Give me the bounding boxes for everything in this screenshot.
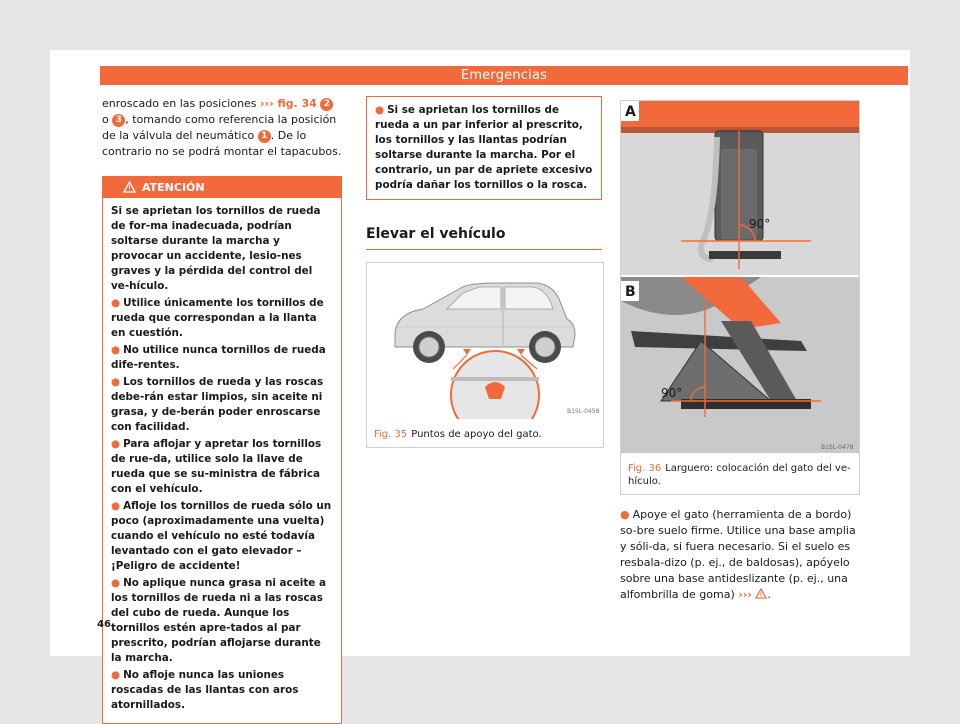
page-number: 46 (97, 619, 111, 630)
position-marker-3: 3 (112, 114, 125, 127)
figure-35 (366, 262, 604, 448)
warning-box (102, 176, 342, 724)
figure-code: B1SL-0458 (567, 408, 600, 415)
warning-item: ● Afloje los tornillos de rueda sólo un poco (aproximadamente una vuelta) cuando el vehículo no esté todavía levantado con el gato elevador – ¡Peligro de accidente! (111, 500, 332, 572)
panel-label-a: A (625, 104, 636, 120)
figure-number: Fig. 36 (628, 463, 662, 474)
warning-item: ● No afloje nunca las uniones roscadas de las llantas con aros atornillados. (111, 669, 299, 711)
warning-item: ● No utilice nunca tornillos de rueda dife-rentes. (111, 344, 326, 371)
manual-page (50, 50, 910, 711)
car-side-illustration (367, 263, 603, 419)
figure-code: B1SL-0478 (821, 444, 854, 451)
figure-caption: Fig. 35 Puntos de apoyo del gato. (374, 429, 542, 440)
warning-triangle-icon (123, 181, 136, 193)
bullet-icon: ● (111, 577, 121, 589)
angle-label-b: 90° (661, 386, 683, 400)
position-marker-2: 2 (320, 98, 333, 111)
position-marker-1: 1 (258, 130, 271, 143)
panel-label-b: B (625, 284, 636, 300)
section-title: Elevar el vehículo (366, 226, 602, 250)
warning-title-bar (103, 177, 341, 198)
figure-36 (620, 100, 860, 495)
bullet-icon: ● (111, 669, 121, 681)
angle-label-a: 90° (749, 217, 771, 231)
bullet-icon: ● (111, 500, 121, 512)
bullet-icon: ● (111, 297, 121, 309)
warning-triangle-icon (755, 588, 767, 599)
jack-instructions: ● Apoye el gato (herramienta de a bordo) so-bre suelo firme. Utilice una base amplia y sóli-da, si fuera necesario. Si el suelo es resbala-dizo (p. ej., de baldosas), apóyelo sobre una base antideslizante (p. ej., una alfombrilla de goma) ››› . (620, 508, 856, 601)
warning-lead: Si se aprietan los tornillos de rueda de for-ma inadecuada, podrían soltarse durante la marcha y provocar un accidente, lesio-nes graves y la pérdida del control del ve-hículo. (111, 205, 321, 292)
bullet-icon: ● (111, 344, 121, 356)
warning-item: ● No aplique nunca grasa ni aceite a los tornillos de rueda ni a las roscas del cubo de rueda. Aunque los tornillos estén apre-tados al par prescrito, podrían aflojarse durante la marcha. (111, 577, 326, 664)
warning-item: ● Para aflojar y apretar los tornillos de rue-da, utilice solo la llave de rueda que se su-ministra de fábrica con el vehículo. (111, 438, 322, 495)
column-middle (366, 96, 602, 448)
bullet-icon: ● (375, 104, 385, 116)
warning-item: ● Utilice únicamente los tornillos de rueda que correspondan a la llanta en cuestión. (111, 297, 324, 339)
warning-note-box: ● Si se aprietan los tornillos de rueda a un par inferior al prescrito, los tornillos y las llantas podrían soltarse durante la marcha. Por el contrario, un par de apriete excesivo podría dañar los tornillos o la rosca. (366, 96, 602, 200)
section-header: Emergencias (100, 66, 908, 85)
warning-content (103, 198, 341, 723)
jack-placement-illustration (621, 101, 859, 453)
warning-ref-link[interactable]: ››› (738, 588, 752, 601)
bullet-icon: ● (111, 438, 121, 450)
column-right (620, 100, 858, 603)
bullet-icon: ● (111, 376, 121, 388)
column-left (102, 96, 342, 724)
bullet-icon: ● (620, 508, 630, 521)
intro-paragraph: enroscado en las posiciones ››› fig. 34 2 o 3 , tomando como referencia la posición de la válvula del neumático 1 . De lo contrario no se podrá montar el tapacubos. (102, 97, 342, 158)
figure-number: Fig. 35 (374, 429, 408, 440)
figure-ref-link[interactable]: ››› fig. 34 (260, 97, 317, 110)
warning-title: ATENCIÓN (142, 181, 205, 194)
figure-caption: Fig. 36 Larguero: colocación del gato del ve-hículo. (628, 463, 851, 487)
warning-item: ● Los tornillos de rueda y las roscas debe-rán estar limpios, sin aceite ni grasa, y de-berán poder enroscarse con facilidad. (111, 376, 324, 433)
